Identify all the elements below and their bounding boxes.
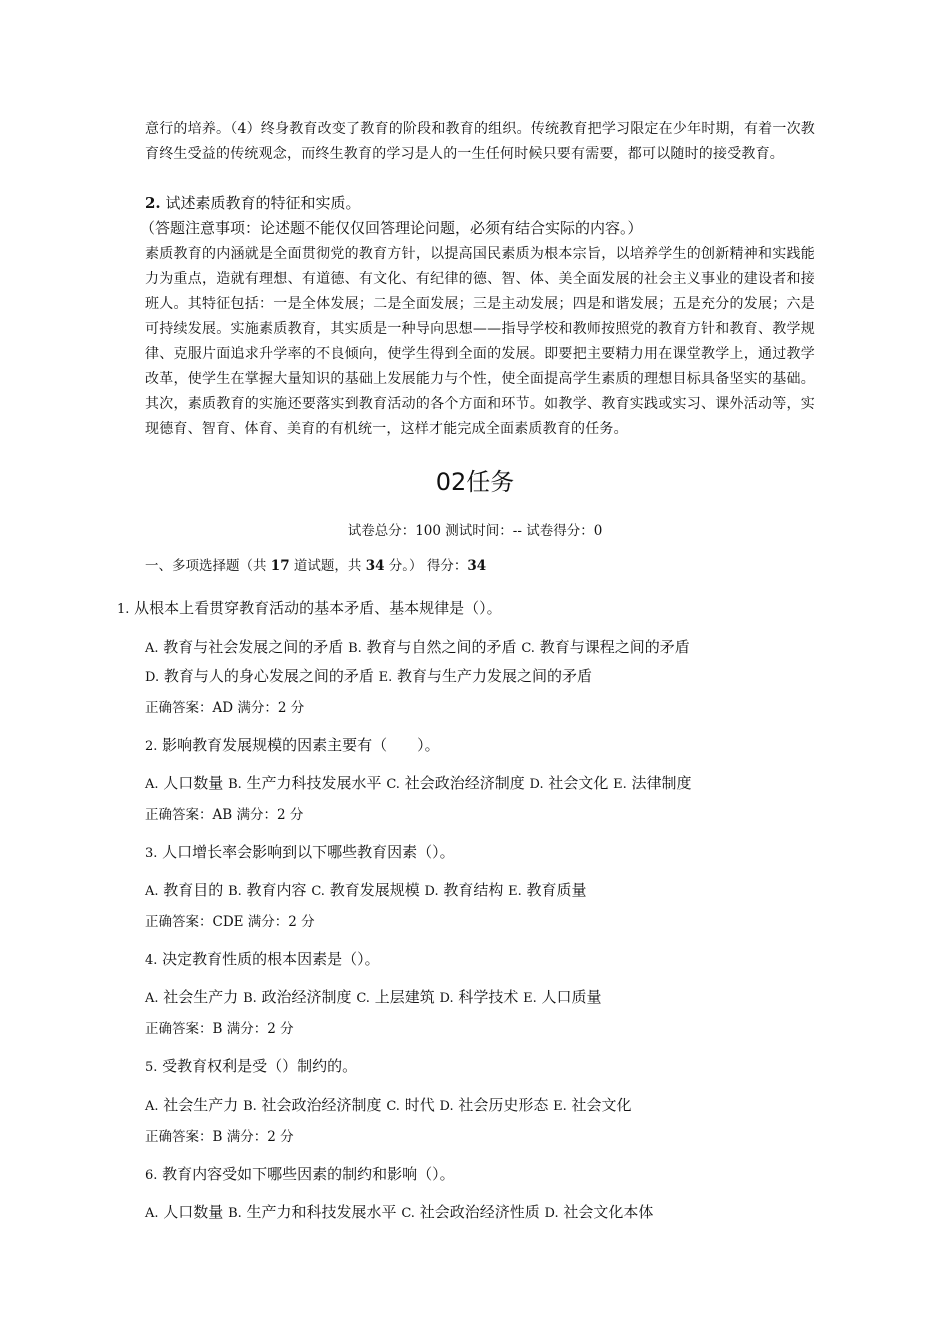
option-letter: A. — [145, 1099, 159, 1114]
option-text: 人口质量 — [536, 988, 602, 1006]
option-text: 时代 — [399, 1096, 440, 1114]
option-letter: C. — [521, 641, 535, 656]
option-letter: D. — [424, 884, 439, 899]
option-letter: B. — [228, 777, 242, 792]
option-text: 社会政治经济制度 — [399, 774, 530, 792]
question-4-answer: 正确答案：B 满分：2 分 — [145, 1021, 294, 1037]
section-header — [145, 554, 486, 574]
option-letter: B. — [348, 641, 362, 656]
option-text: 教育内容 — [241, 881, 312, 899]
question-text: 决定教育性质的根本因素是（）。 — [157, 950, 380, 968]
question-2-answer: 正确答案：AB 满分：2 分 — [145, 807, 304, 823]
question-number: 6. — [145, 1168, 158, 1183]
option-letter: A. — [145, 884, 159, 899]
question-1 — [117, 597, 502, 618]
option-text: 教育目的 — [158, 881, 229, 899]
option-text: 教育与自然之间的矛盾 — [361, 638, 522, 656]
option-text: 教育发展规模 — [324, 881, 425, 899]
option-letter: E. — [378, 670, 393, 685]
question-4-options — [145, 986, 602, 1007]
option-text: 教育结构 — [438, 881, 509, 899]
option-text: 法律制度 — [626, 774, 692, 792]
option-text: 科学技术 — [453, 988, 524, 1006]
question-2 — [145, 734, 440, 755]
option-letter: C. — [311, 884, 325, 899]
question-5-answer: 正确答案：B 满分：2 分 — [145, 1129, 294, 1145]
question-4 — [145, 948, 380, 969]
option-text: 社会生产力 — [158, 988, 244, 1006]
option-text: 社会文化本体 — [558, 1203, 654, 1221]
option-text: 人口数量 — [158, 1203, 229, 1221]
option-letter: E. — [508, 884, 522, 899]
option-letter: E. — [553, 1099, 567, 1114]
answer-note: （答题注意事项：论述题不能仅仅回答理论问题，必须有结合实际的内容。） — [140, 219, 643, 237]
question-text: 人口增长率会影响到以下哪些教育因素（）。 — [157, 843, 455, 861]
question-5-options — [145, 1094, 632, 1115]
section-suffix: 分。） 得分： — [384, 558, 468, 574]
question-2-options — [145, 772, 692, 793]
option-letter: A. — [145, 991, 159, 1006]
option-text: 教育与人的身心发展之间的矛盾 — [159, 667, 379, 685]
option-text: 社会政治经济性质 — [414, 1203, 545, 1221]
question-3 — [145, 841, 455, 862]
option-letter: B. — [228, 884, 242, 899]
question-text: 试述素质教育的特征和实质。 — [160, 194, 361, 212]
question-6 — [145, 1163, 455, 1184]
option-text: 社会历史形态 — [453, 1096, 554, 1114]
option-letter: C. — [356, 991, 370, 1006]
question-number: 3. — [145, 846, 158, 861]
option-letter: A. — [145, 641, 159, 656]
option-letter: D. — [529, 777, 544, 792]
question-number: 2. — [145, 739, 158, 754]
option-letter: E. — [523, 991, 537, 1006]
option-text: 教育质量 — [521, 881, 587, 899]
question-3-options — [145, 879, 587, 900]
intro-paragraph-continued: 意行的培养。（4）终身教育改变了教育的阶段和教育的组织。传统教育把学习限定在少年时期，有着一次教育终生受益的传统观念，而终生教育的学习是人的一生任何时候只要有需要，都可以随时的接受教育。 — [145, 121, 815, 162]
question-text: 受教育权利是受（）制约的。 — [157, 1057, 358, 1075]
question-text: 影响教育发展规模的因素主要有（ ）。 — [157, 736, 440, 754]
question-number: 5. — [145, 1060, 158, 1075]
option-text: 政治经济制度 — [256, 988, 357, 1006]
question-number: 2. — [145, 194, 161, 212]
question-1-answer: 正确答案：AD 满分：2 分 — [145, 700, 305, 716]
option-letter: B. — [243, 991, 257, 1006]
option-text: 社会文化 — [566, 1096, 632, 1114]
option-text: 上层建筑 — [369, 988, 440, 1006]
option-text: 教育与社会发展之间的矛盾 — [158, 638, 349, 656]
option-letter: C. — [386, 777, 400, 792]
question-1-options-row-2 — [145, 665, 592, 686]
section-points: 34 — [365, 558, 385, 574]
option-text: 教育与课程之间的矛盾 — [534, 638, 690, 656]
option-letter: B. — [243, 1099, 257, 1114]
option-letter: D. — [145, 670, 160, 685]
option-text: 生产力科技发展水平 — [241, 774, 387, 792]
option-text: 社会文化 — [543, 774, 614, 792]
option-letter: A. — [145, 1206, 159, 1221]
section-prefix: 一、多项选择题（共 — [145, 558, 271, 574]
question-number: 4. — [145, 953, 158, 968]
section-mid: 道试题，共 — [289, 558, 366, 574]
essay-question-2 — [145, 192, 360, 213]
option-letter: E. — [613, 777, 627, 792]
question-3-answer: 正确答案：CDE 满分：2 分 — [145, 914, 315, 930]
task-title: 02任务 — [435, 468, 515, 496]
option-text: 生产力和科技发展水平 — [241, 1203, 402, 1221]
option-letter: C. — [401, 1206, 415, 1221]
question-text: 从根本上看贯穿教育活动的基本矛盾、基本规律是（）。 — [129, 599, 502, 617]
exam-summary: 试卷总分：100 测试时间：-- 试卷得分：0 — [347, 523, 603, 539]
question-number: 1. — [117, 602, 130, 617]
option-text: 社会生产力 — [158, 1096, 244, 1114]
option-letter: A. — [145, 777, 159, 792]
section-question-count: 17 — [270, 558, 290, 574]
option-letter: B. — [228, 1206, 242, 1221]
option-letter: D. — [439, 1099, 454, 1114]
question-1-options-row-1 — [145, 636, 690, 657]
question-5 — [145, 1055, 357, 1076]
option-letter: D. — [439, 991, 454, 1006]
option-letter: C. — [386, 1099, 400, 1114]
option-text: 社会政治经济制度 — [256, 1096, 387, 1114]
question-text: 教育内容受如下哪些因素的制约和影响（）。 — [157, 1165, 455, 1183]
essay-answer-paragraph: 素质教育的内涵就是全面贯彻党的教育方针，以提高国民素质为根本宗旨，以培养学生的创新精神和实践能力为重点，造就有理想、有道德、有文化、有纪律的德、智、体、美全面发展的社会主义事业的建设者和接班人。其特征包括：一是全体发展；二是全面发展；三是主动发展；四是和谐发展；五是充分的发展；六是可持续发展。实施素质教育，其实质是一种导向思想——指导学校和教师按照党的教育方针和教育、教学规律、克服片面追求升学率的不良倾向，使学生得到全面的发展。即要把主要精力用在课堂教学上，通过教学改革，使学生在掌握大量知识的基础上发展能力与个性，使全面提高学生素质的理想目标具备坚实的基础。其次，素质教育的实施还要落实到教育活动的各个方面和环节。如教学、教育实践或实习、课外活动等，实现德育、智育、体育、美育的有机统一，这样才能完成全面素质教育的任务。 — [145, 246, 815, 437]
section-score: 34 — [467, 558, 487, 574]
question-6-options — [145, 1201, 653, 1222]
option-text: 人口数量 — [158, 774, 229, 792]
option-letter: D. — [544, 1206, 559, 1221]
option-text: 教育与生产力发展之间的矛盾 — [392, 667, 593, 685]
